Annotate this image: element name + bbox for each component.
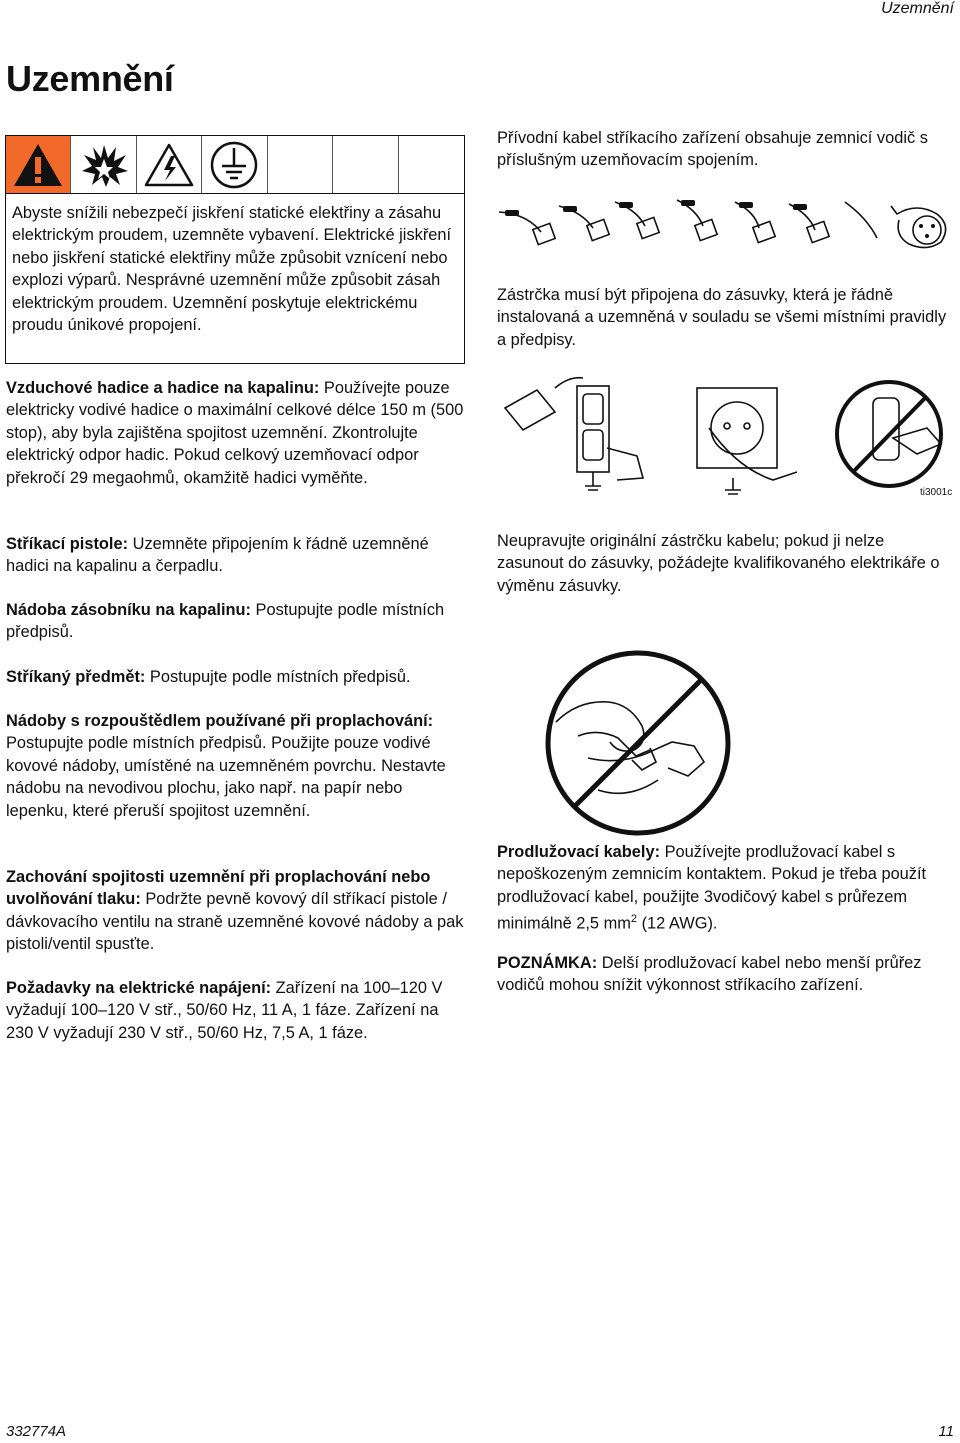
object-label: Stříkaný předmět: (6, 668, 146, 686)
warning-text: Abyste snížili nebezpečí jiskření statické elektřiny a zásahu elektrickým proudem, uzemněte vybavení. Elektrické jiskření nebo jiskření statické elektřiny může způsobit vznícení nebo explozi výparů. Nesprávné uzemnění může způsobit zásah elektrickým proudem. Uzemnění poskytuje elektrickému proudu únikové propojení. (12, 204, 452, 335)
guns-text: Uzemněte připojením k řádně uzemněné hadici na kapalinu a čerpadlu. (6, 535, 429, 576)
running-header: Uzemnění (881, 0, 954, 17)
flush-text: Podržte pevně kovový díl stříkací pistole / dávkovacího ventilu na straně uzemněné kovové nádoby a pak pistoli/ventil spusťte. (6, 890, 464, 954)
page-title: Uzemnění (6, 58, 174, 99)
note-paragraph (497, 952, 949, 997)
note-text: Delší prodlužovací kabel nebo menší průřez vodičů mohou snížit výkonnost stříkacího zařízení. (497, 954, 922, 995)
extension-label: Prodlužovací kabely: (497, 843, 661, 861)
outlet-illustration (497, 368, 952, 500)
solvent-label: Nádoby s rozpouštědlem používané při proplachování: (6, 712, 434, 730)
empty-icon-cell (333, 136, 398, 193)
object-text: Postupujte podle místních předpisů. (145, 668, 411, 686)
object-paragraph (6, 666, 464, 688)
page-number: 11 (938, 1423, 954, 1440)
ground-icon (202, 136, 267, 193)
cord-paragraph: Přívodní kabel stříkacího zařízení obsahuje zemnicí vodič s příslušným uzemňovacím spojením. (497, 129, 928, 170)
explosion-icon (71, 136, 136, 193)
empty-icon-cell (268, 136, 333, 193)
hoses-text: Používejte pouze elektricky vodivé hadice o maximální celkové délce 150 m (500 stop), aby byla zajištěna spojitost uzemnění. Zkontrolujte elektrický odpor hadic. Pokud celkový uzemňovací odpor překročí 29 megaohmů, okamžitě hadici vyměňte. (6, 379, 464, 487)
warning-triangle-icon (6, 136, 71, 193)
note-label: POZNÁMKA: (497, 954, 598, 972)
reservoir-paragraph (6, 599, 464, 644)
power-label: Požadavky na elektrické napájení: (6, 979, 272, 997)
empty-icon-cell (399, 136, 464, 193)
warning-box (5, 135, 465, 364)
flush-paragraph (6, 866, 464, 956)
guns-paragraph (6, 533, 464, 578)
figure-id: ti3001c (920, 487, 953, 498)
plug-paragraph: Zástrčka musí být připojena do zásuvky, která je řádně instalovaná a uzemněná v souladu se všemi místními pravidly a předpisy. (497, 286, 947, 349)
extension-superscript: 2 (630, 913, 638, 926)
extension-text: Používejte prodlužovací kabel s nepoškozeným zemnicím kontaktem. Pokud je třeba použít prodlužovací kabel, použijte 3vodičový kabel s průřezem minimálně 2,5 mm (497, 843, 927, 933)
solvent-paragraph (6, 710, 464, 822)
no-modify-plug-illustration (538, 650, 738, 836)
reservoir-text: Postupujte podle místních předpisů. (6, 601, 445, 642)
modify-paragraph: Neupravujte originální zástrčku kabelu; pokud ji nelze zasunout do zásuvky, požádejte kvalifikovaného elektrikáře o výměnu zásuvky. (497, 532, 940, 595)
hoses-label: Vzduchové hadice a hadice na kapalinu: (6, 379, 320, 397)
extension-text-end: (12 AWG). (637, 914, 718, 933)
hoses-paragraph (6, 377, 464, 489)
guns-label: Stříkací pistole: (6, 535, 129, 553)
flush-label: Zachování spojitosti uzemnění při proplachování nebo uvolňování tlaku: (6, 868, 431, 909)
plug-types-illustration (497, 192, 957, 254)
document-number: 332774A (6, 1423, 67, 1440)
power-paragraph (6, 977, 464, 1044)
power-text: Zařízení na 100–120 V vyžadují 100–120 V stř., 50/60 Hz, 11 A, 1 fáze. Zařízení na 230 V vyžadují 230 V stř., 50/60 Hz, 7,5 A, 1 fáze. (6, 979, 443, 1042)
warning-icon-strip (6, 136, 464, 194)
extension-paragraph (497, 841, 949, 935)
electric-shock-icon (137, 136, 202, 193)
reservoir-label: Nádoba zásobníku na kapalinu: (6, 601, 251, 619)
solvent-text: Postupujte podle místních předpisů. Použijte pouze vodivé kovové nádoby, umístěné na uzemněném povrchu. Nestavte nádobu na nevodivou plochu, jako např. na papír nebo lepenku, které přeruší spojitost uzemnění. (6, 734, 446, 820)
